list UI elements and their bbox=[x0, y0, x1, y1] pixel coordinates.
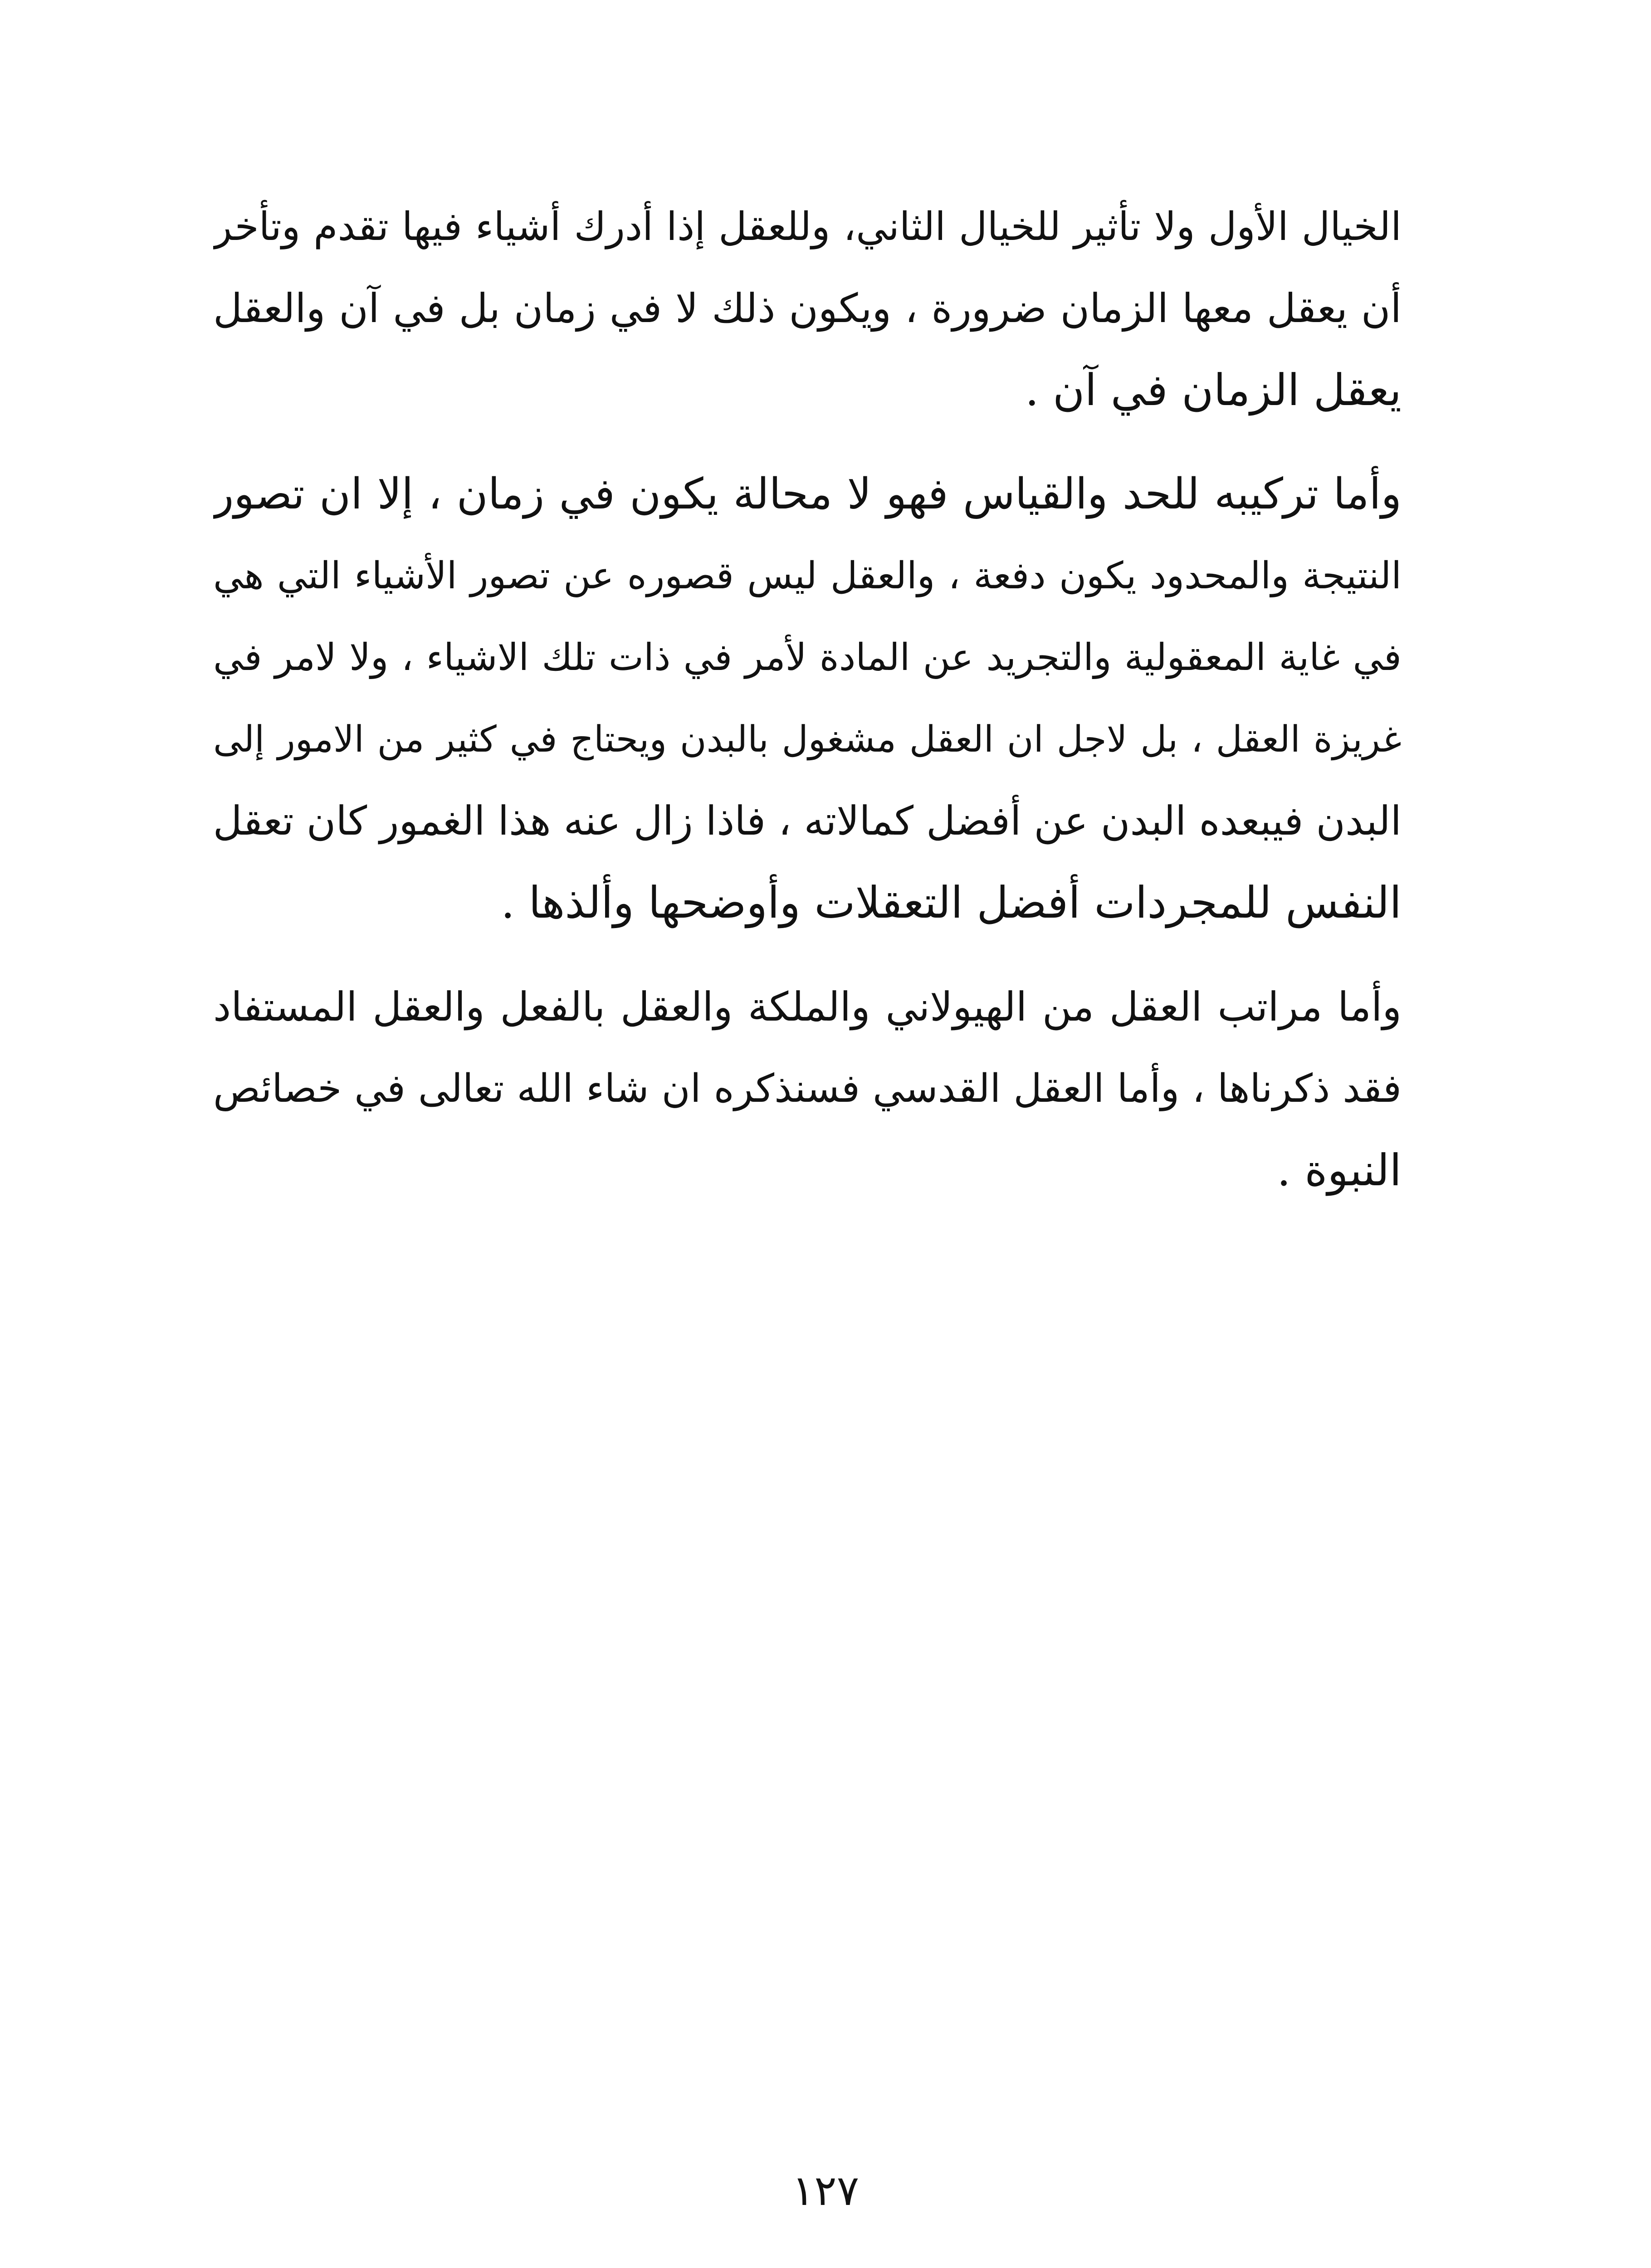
text-line: وأما مراتب العقل من الهيولاني والملكة والعقل بالفعل والعقل المستفاد bbox=[213, 983, 1402, 1030]
text-line: الخيال الأول ولا تأثير للخيال الثاني، وللعقل إذا أدرك أشياء فيها تقدم وتأخر bbox=[213, 204, 1402, 249]
text-line: النتيجة والمحدود يكون دفعة ، والعقل ليس قصوره عن تصور الأشياء التي هي bbox=[213, 554, 1402, 597]
text-line: النبوة . bbox=[1277, 1145, 1402, 1196]
text-line: النفس للمجردات أفضل التعقلات وأوضحها وألذها . bbox=[501, 877, 1402, 928]
text-line: يعقل الزمان في آن . bbox=[1025, 365, 1402, 415]
text-line: غريزة العقل ، بل لاجل ان العقل مشغول بالبدن ويحتاج في كثير من الامور إلى bbox=[213, 718, 1402, 760]
paragraph-1 bbox=[213, 186, 1402, 431]
paragraph-3 bbox=[213, 966, 1402, 1211]
text-line: البدن فيبعده البدن عن أفضل كمالاته ، فاذا زال عنه هذا الغمور كان تعقل bbox=[213, 797, 1402, 844]
text-line: في غاية المعقولية والتجريد عن المادة لأمر في ذات تلك الاشياء ، ولا لامر في bbox=[213, 636, 1402, 679]
paragraph-spacer bbox=[213, 943, 1402, 966]
body-text bbox=[213, 186, 1402, 1211]
text-line: أن يعقل معها الزمان ضرورة ، ويكون ذلك لا في زمان بل في آن والعقل bbox=[213, 285, 1402, 332]
text-line: وأما تركيبه للحد والقياس فهو لا محالة يكون في زمان ، إلا ان تصور bbox=[213, 469, 1402, 519]
paragraph-2 bbox=[213, 454, 1402, 943]
page-number: ١٢٧ bbox=[791, 2166, 860, 2215]
paragraph-spacer bbox=[213, 431, 1402, 454]
text-line: فقد ذكرناها ، وأما العقل القدسي فسنذكره ان شاء الله تعالى في خصائص bbox=[213, 1066, 1402, 1111]
